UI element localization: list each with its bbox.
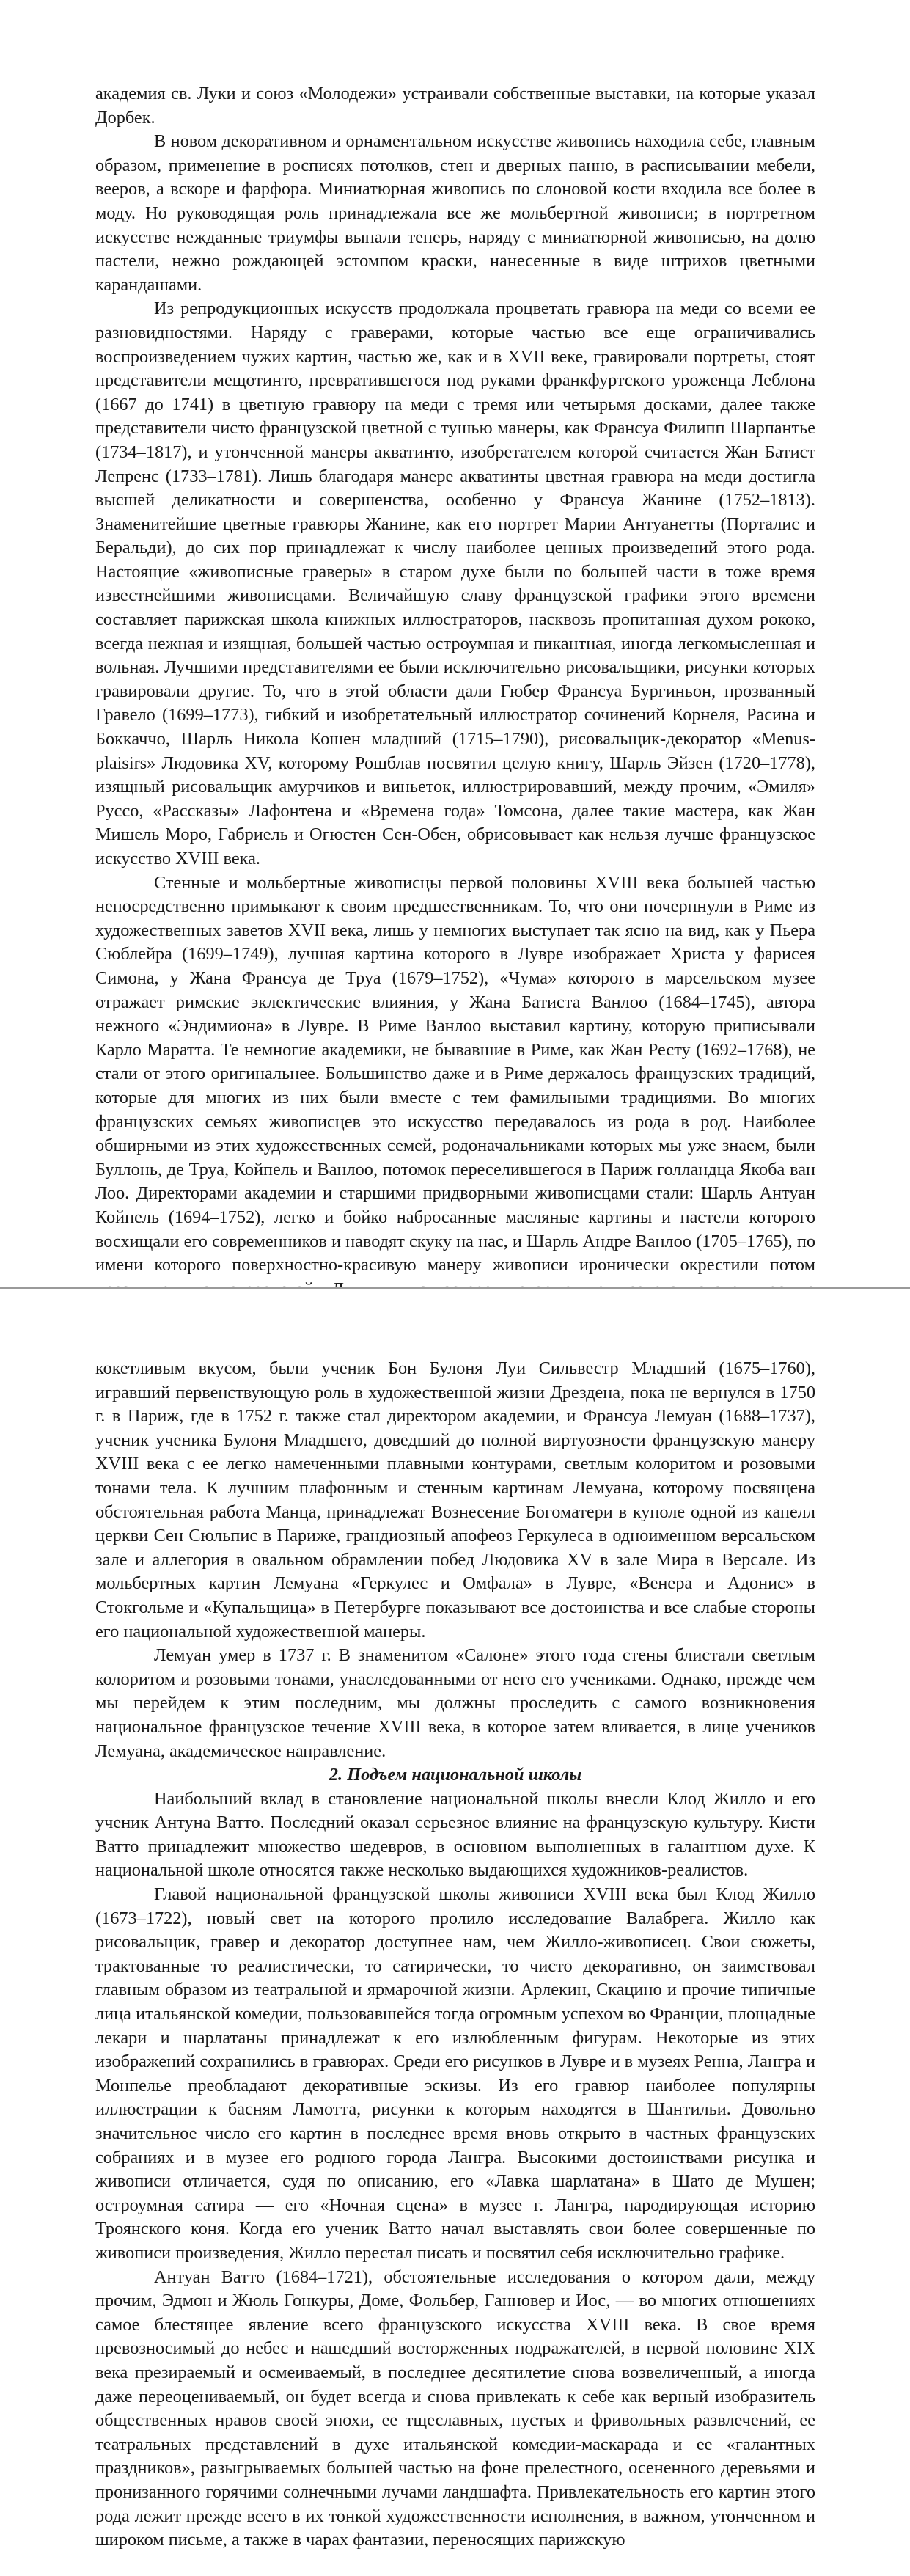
paragraph-gillot: Главой национальной французской школы живописи XVIII века был Клод Жилло (1673–1722), новый свет на которого пролило исследование Валабрега. Жилло как рисовальщик, гравер и декоратор доступнее нам, чем Жилло-живописец. Свои сюжеты, трактованные то реалистически, то сатирически, то чисто декоративно, он заимствовал главным образом из театральной и ярмарочной жизни. Арлекин, Скацино и прочие типичные лица итальянской комедии, пользовавшейся тогда огромным успехом во Франции, площадные лекари и шарлатаны принадлежат к его излюбленным фигурам. Некоторые из этих изображений сохранились в гравюрах. Среди его рисунков в Лувре и в музеях Ренна, Лангра и Монпелье преобладают декоративные эскизы. Из его гравюр наиболее популярны иллюстрации к басням Ламотта, рисунки к которым находятся в Шантильи. Довольно значительное число его картин в последнее время вновь открыто в частных французских собраниях и в музее его родного города Лангра. Высокими достоинствами рисунка и живописи отличается, судя по описанию, его «Лавка шарлатана» в Шато де Мушен; остроумная сатира — его «Ночная сцена» в музее г. Лангра, пародирующая историю Троянского коня. Когда его ученик Ватто начал выставлять свои более совершенные по живописи произведения, Жилло перестал писать и посвятил себя исключительно графике. xyxy=(95,1884,815,2263)
paragraph-wall-painters: Стенные и мольбертные живописцы первой половины XVIII века большей частью непосредственно примыкают к своим предшественникам. То, что они почерпнули в Риме из художественных заветов XVII века, лишь у немногих выступает так ясно на вид, как у Пьера Сюблейра (1699–1749), лучшая картина которого в Лувре изображает Христа у фарисея Симона, у Жана Франсуа де Труа (1679–1752), «Чума» которого в марсельском музее отражает римские эклектические влияния, у Жана Батиста Ванлоо (1684–1745), автора нежного «Эндимиона» в Лувре. В Риме Ванлоо выставил картину, которую приписывали Карло Маратта. Те немногие академики, не бывавшие в Риме, как Жан Ресту (1692–1768), не стали от этого оригинальнее. Большинство даже и в Риме держалось французских традиций, которые для многих из них были вместе с тем фамильными традициями. Во многих французских семьях живописцев это искусство передавалось из рода в род. Наиболее обширными из этих художественных семей, родоначальниками которых мы уже знаем, были Буллонь, де Труа, Койпель и Ванлоо, потомок переселившегося в Париж голландца Якоба ван Лоо. Директорами академии и старшими придворными живописцами стали: Шарль Антуан Койпель (1694–1752), легко и бойко набросанные масляные картины и пастели которого восхищали его современников и наводят скуку на нас, и Шарль Андре Ванлоо (1705–1765), по имени которого поверхностно-красивую манеру живописи иронически окрестили потом xyxy=(95,872,815,1276)
paragraph-decorative-art: В новом декоративном и орнаментальном искусстве живопись находила себе, главным образом, применение в росписях потолков, стен и дверных панно, в расписывании мебели, вееров, а вскоре и фарфора. Миниатюрная живопись по слоновой кости входила все более в моду. Но руководящая роль принадлежала все же мольбертной живописи; в портретном искусстве нежданные триумфы выпали теперь, наряду с миниатюрной живописью, на долю пастели, нежно рождающей эстомпом краски, нанесенные в виде штрихов цветными карандашами. xyxy=(95,131,815,295)
paragraph-continuation: академия св. Луки и союз «Молодежи» устраивали собственные выставки, на которые указал Дорбек. xyxy=(95,84,815,128)
document-page-2 xyxy=(0,1289,910,2576)
paragraph-watteau: Антуан Ватто (1684–1721), обстоятельные исследования о котором дали, между прочим, Эдмон и Жюль Гонкуры, Доме, Фольбер, Ганновер и Иос, — во многих отношениях самое блестящее явление всего французского искусства XVIII века. В свое время превозносимый до небес и нашедший восторженных подражателей, в первой половине XIX века презираемый и осмеиваемый, в последнее десятилетие снова возвеличенный, а иногда даже переоцениваемый, он будет всегда и снова привлекать к себе как верный изобразитель общественных нравов своей эпохи, ее тщеславных, пустых и фривольных развлечений, ее театральных представлений в духе итальянской комедии-маскарада и ее «галантных праздников», разыгрываемых большей частью на фоне прелестного, осененного деревьями и пронизанного горячими солнечными лучами ландшафта. Привлекательность его картин этого рода лежит прежде всего в их тонкой художественности исполнения, в важном, утонченном и широком письме, а также в чарах фантазии, переносящих парижскую xyxy=(95,2266,815,2550)
page-2-text xyxy=(95,1357,815,2553)
section-heading: 2. Подъем национальной школы xyxy=(329,1765,582,1785)
paragraph-continuation: кокетливым вкусом, были ученик Бон Булоня Луи Сильвестр Младший (1675–1760), игравший первенствующую роль в художественной жизни Дрездена, пока не вернулся в 1750 г. в Париж, где в 1752 г. также стал директором академии, и Франсуа Лемуан (1688–1737), ученик ученика Булоня Младшего, доведший до полной виртуозности французскую манеру XVIII века с ее легко намеченными плавными контурами, светлым колоритом и розовыми тонами тела. К лучшим плафонным и стенным картинам Лемуана, которому посвящена обстоятельная работа Манца, принадлежат Вознесение Богоматери в куполе одной из капелл церкви Сен Сюльпис в Париже, грандиозный апофеоз Геркулеса в одноименном версальском зале и аллегория в овальном обрамлении побед Людовика XV в зале Мира в Версале. Из мольбертных картин Лемуана «Геркулес и Омфала» в Лувре, «Венера и Адонис» в Стокгольме и «Купальщица» в Петербурге показывают все достоинства и все слабые стороны его национальной художественной манеры. xyxy=(95,1358,815,1642)
document-page-1 xyxy=(0,0,910,1287)
page-1-text xyxy=(95,82,815,1325)
paragraph-lemoine: Лемуан умер в 1737 г. В знаменитом «Салоне» этого года стены блистали светлым колоритом и розовыми тонами, унаследованными от него его учениками. Однако, прежде чем мы перейдем к этим последним, мы должны проследить с самого возникновения национальное французское течение XVIII века, в которое затем вливается, в лице учеников Лемуана, академическое направление. xyxy=(95,1645,815,1761)
paragraph-national-school: Наибольший вклад в становление национальной школы внесли Клод Жилло и его ученик Антуна Ватто. Последний оказал серьезное влияние на французскую культуру. Кисти Ватто принадлежит множество шедевров, в основном выполненных в галантном духе. К национальной школе относятся также несколько выдающихся художников-реалистов. xyxy=(95,1788,815,1881)
paragraph-engraving: Из репродукционных искусств продолжала процветать гравюра на меди со всеми ее разновидностями. Наряду с граверами, которые частью все еще ограничивались воспроизведением чужих картин, частью же, как и в XVII веке, гравировали портреты, стоят представители мещотинто, превратившегося под руками франкфуртского уроженца Леблона (1667 до 1741) в цветную гравюру на меди с тремя или четырьмя досками, далее также представители чисто французской цветной с тушью манеры, как Франсуа Филипп Шарпантье (1734–1817), и утонченной манеры акватинто, изобретателем которой считается Жан Батист Лепренс (1733–1781). Лишь благодаря манере акватинты цветная гравюра на меди достигла высшей деликатности и совершенства, особенно у Франсуа Жанине (1752–1813). Знаменитейшие цветные гравюры Жанине, как его портрет Марии Антуанетты (Порталис и Беральди), до сих пор принадлежат к числу наиболее ценных произведений этого рода. Настоящие «живописные граверы» в старом духе были по большей части в тоже время известнейшими живописцами. Величайшую славу французской графики этого времени составляет парижская школа книжных иллюстраторов, насквозь пропитанная духом рококо, всегда нежная и изящная, большей частью остроумная и пикантная, иногда легкомысленная и вольная. Лучшими представителями ее были исключительно рисовальщики, рисунки которых гравировали другие. То, что в этой области дали Гюбер Франсуа Бургиньон, прозванный Гравело (1699–1773), гибкий и изобретательный иллюстратор сочинений Корнеля, Расина и Боккаччо, Шарль Никола Кошен младший (1715–1790), рисовальщик-декоратор «Menus-plaisirs» Людовика XV, которому Рошблав посвятил целую книгу, Шарль Эйзен (1720–1778), изящный рисовальщик амурчиков и виньеток, иллюстрировавший, между прочим, «Эмиля» Руссо, «Рассказы» Лафонтена и «Времена года» Томсона, далее такие мастера, как Жан Мишель Моро, Габриель и Огюстен Сен-Обен, обрисовывает как нельзя лучше французское искусство XVIII века. xyxy=(95,299,815,868)
